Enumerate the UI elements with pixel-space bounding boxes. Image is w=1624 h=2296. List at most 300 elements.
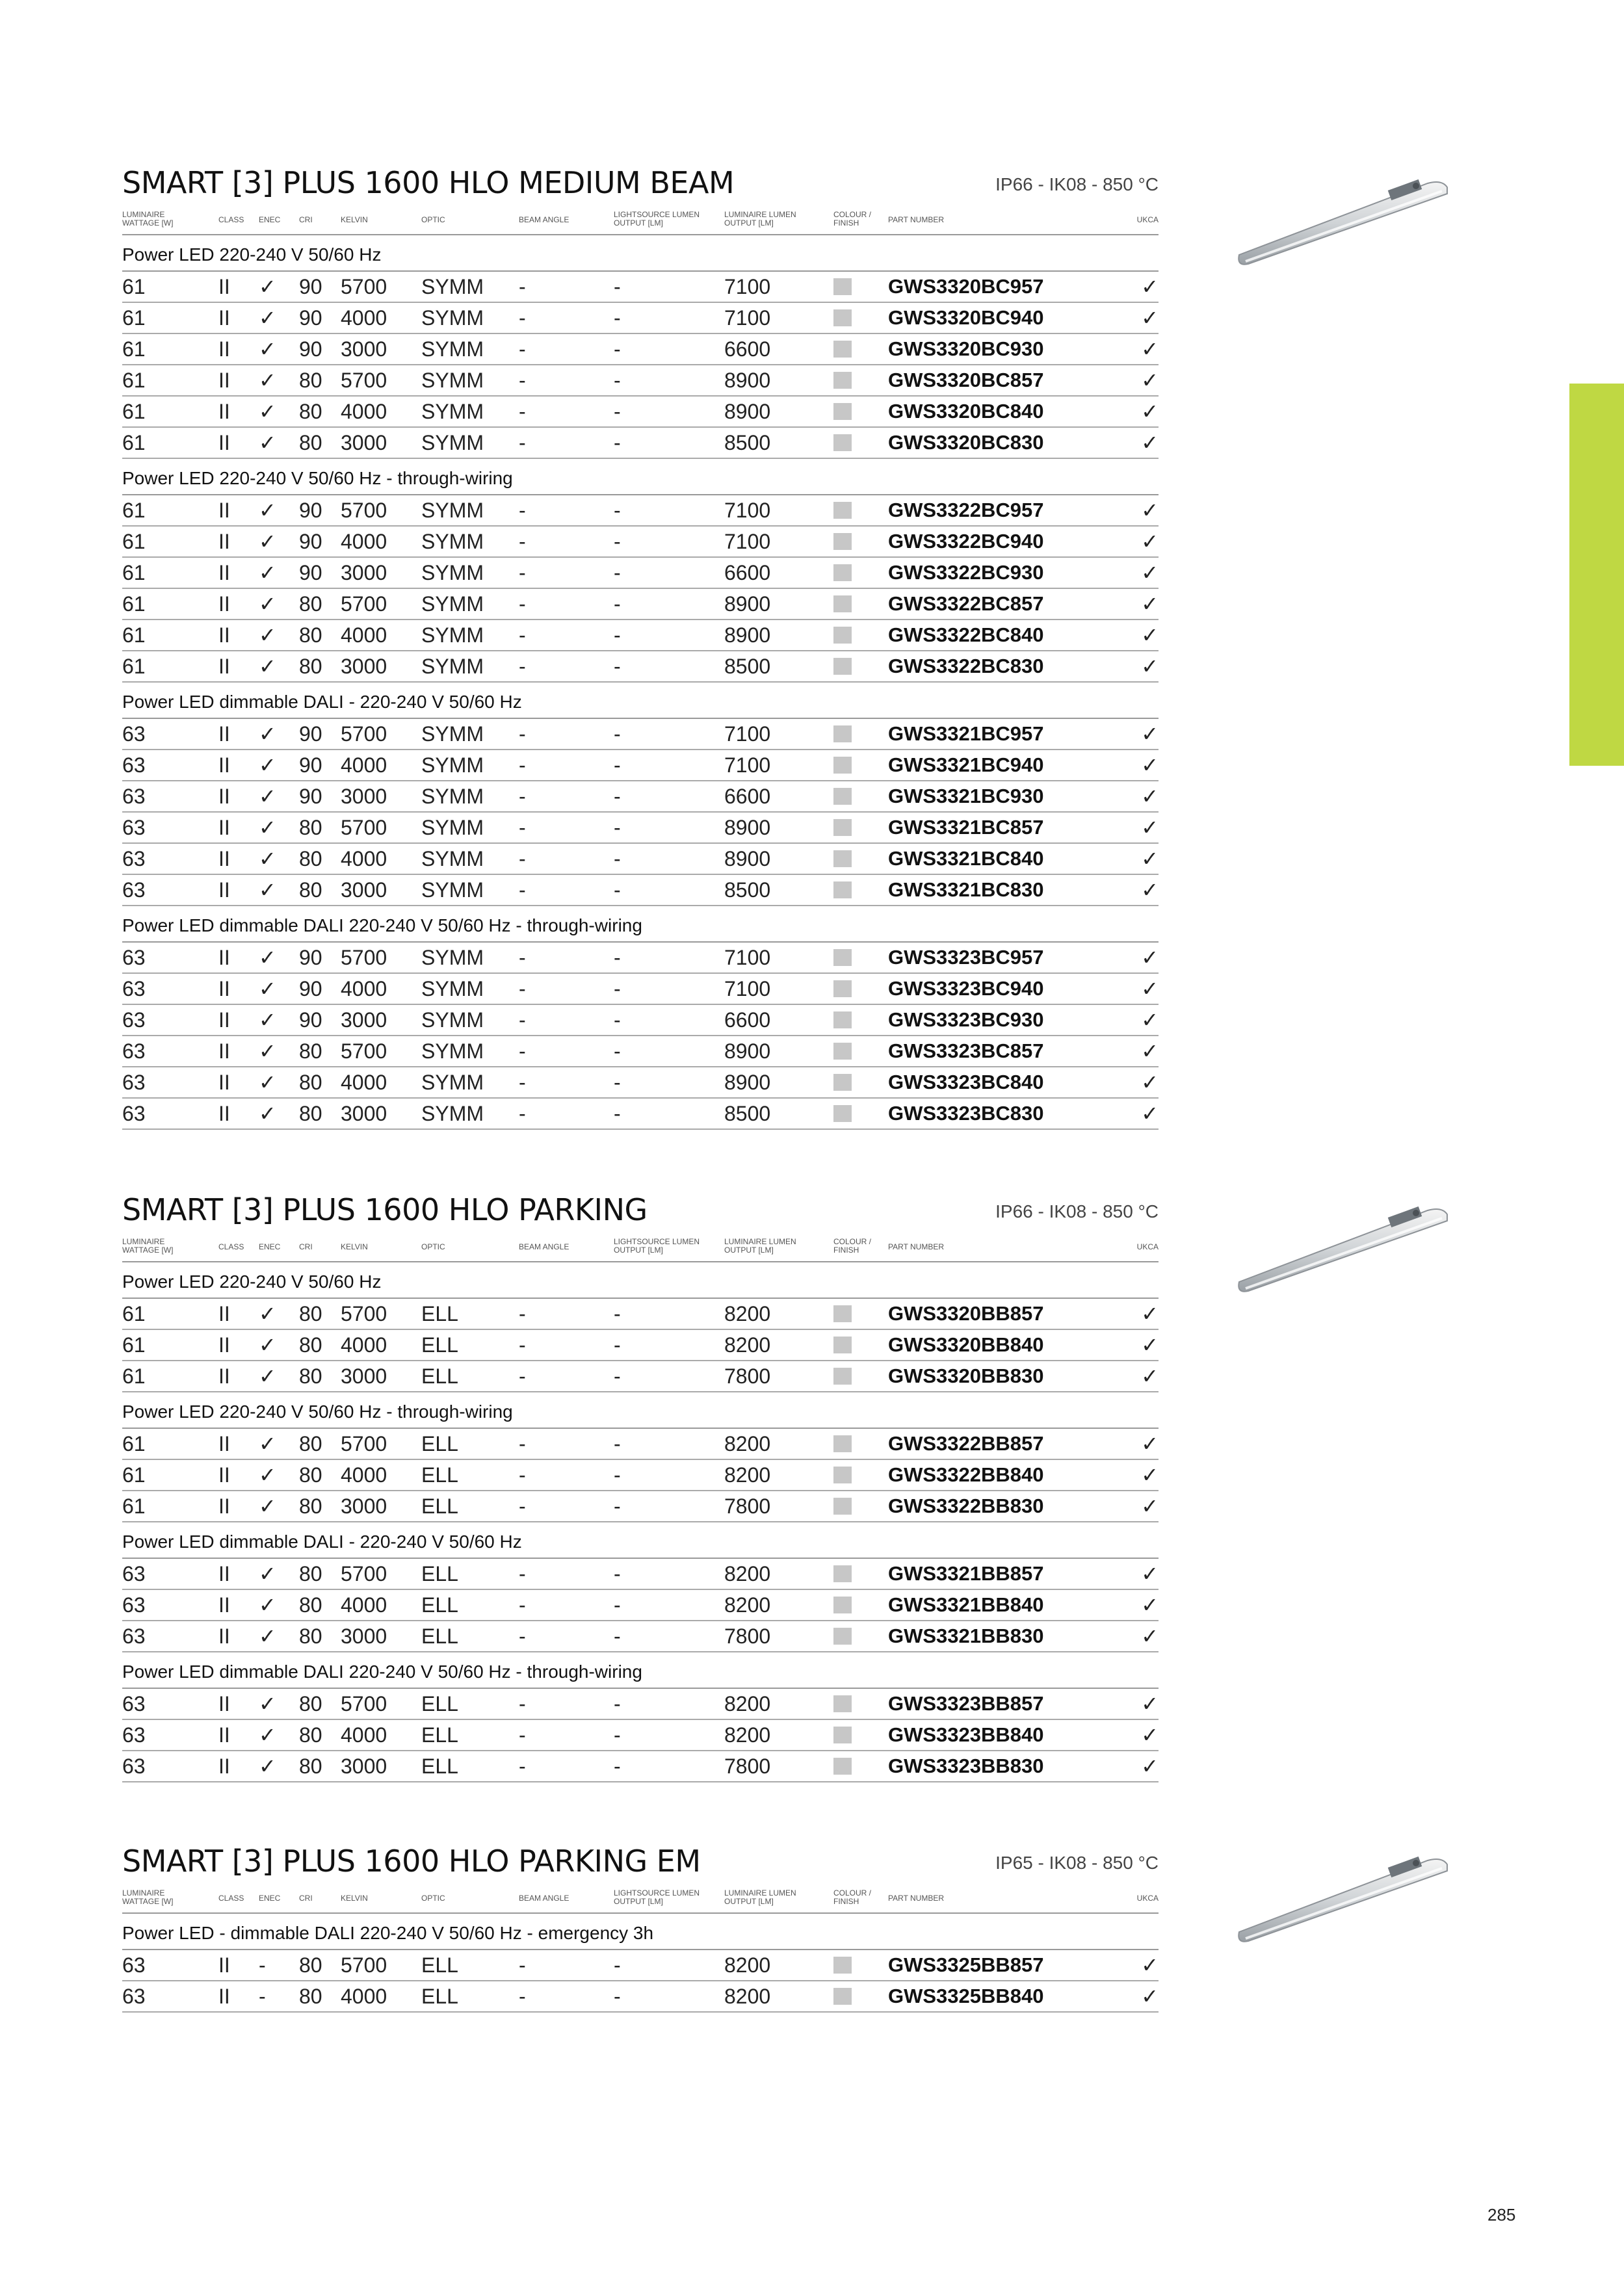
class-cell: II [218,337,230,361]
enec-cell: ✓ [259,530,276,553]
ukca-check-icon: ✓ [1141,655,1159,678]
col-ukca: UKCA [1136,1894,1159,1903]
part-number-cell: GWS3320BC930 [888,337,1044,360]
ukca-check-icon: ✓ [1141,592,1159,616]
kelvin-cell: 5700 [341,946,387,969]
enec-cell: ✓ [259,1364,276,1388]
col-lightsource-lumen: LIGHTSOURCE LUMEN OUTPUT [LM] [614,1888,700,1906]
luminaire-lumen-cell: 8200 [724,1593,771,1617]
colour-swatch [833,1467,852,1483]
cri-cell: 90 [299,753,322,777]
lightsource-lumen-cell: - [614,1039,621,1063]
cri-cell: 90 [299,499,322,522]
optic-cell: ELL [421,1463,458,1487]
beam-angle-cell: - [519,623,526,647]
col-part-number: PART NUMBER [888,1894,945,1903]
wattage-cell: 63 [122,1593,146,1617]
kelvin-cell: 5700 [341,1432,387,1455]
beam-angle-cell: - [519,1102,526,1125]
kelvin-cell: 3000 [341,878,387,902]
class-cell: II [218,1432,230,1455]
optic-cell: SYMM [421,561,484,584]
cri-cell: 80 [299,592,322,616]
kelvin-cell: 4000 [341,977,387,1000]
kelvin-cell: 3000 [341,785,387,808]
beam-angle-cell: - [519,561,526,584]
cri-cell: 80 [299,1562,322,1585]
beam-angle-cell: - [519,1039,526,1063]
cri-cell: 90 [299,337,322,361]
lightsource-lumen-cell: - [614,785,621,808]
cri-cell: 80 [299,1723,322,1747]
cri-cell: 80 [299,878,322,902]
class-cell: II [218,1302,230,1325]
group-title: Power LED dimmable DALI - 220-240 V 50/60 Hz [122,1522,1159,1559]
kelvin-cell: 5700 [341,1562,387,1585]
class-cell: II [218,306,230,330]
cri-cell: 80 [299,1494,322,1518]
part-number-cell: GWS3321BC857 [888,816,1044,839]
ukca-check-icon: ✓ [1141,878,1159,902]
colour-swatch [833,1727,852,1743]
cri-cell: 90 [299,946,322,969]
beam-angle-cell: - [519,1985,526,2008]
lightsource-lumen-cell: - [614,337,621,361]
part-number-cell: GWS3320BC940 [888,306,1044,329]
cri-cell: 90 [299,275,322,298]
cri-cell: 90 [299,1008,322,1032]
group-title: Power LED 220-240 V 50/60 Hz - through-wiring [122,459,1159,495]
table-row [122,1460,1159,1491]
col-wattage: LUMINAIRE WATTAGE [W] [122,210,174,228]
col-luminaire-lumen: LUMINAIRE LUMEN OUTPUT [LM] [724,1237,796,1255]
colour-swatch [833,1337,852,1353]
beam-angle-cell: - [519,785,526,808]
kelvin-cell: 5700 [341,722,387,746]
class-cell: II [218,878,230,902]
kelvin-cell: 3000 [341,337,387,361]
beam-angle-cell: - [519,1755,526,1778]
cri-cell: 80 [299,1953,322,1977]
colour-swatch [833,278,852,295]
col-beam-angle: BEAM ANGLE [519,215,570,224]
colour-swatch [833,533,852,550]
ukca-check-icon: ✓ [1141,275,1159,298]
ukca-check-icon: ✓ [1141,337,1159,361]
wattage-cell: 63 [122,1755,146,1778]
table-row [122,974,1159,1005]
luminaire-lumen-cell: 8900 [724,816,771,839]
luminaire-lumen-cell: 8500 [724,878,771,902]
chapter-tab [1569,384,1624,766]
luminaire-lumen-cell: 8200 [724,1562,771,1585]
lightsource-lumen-cell: - [614,592,621,616]
col-colour-finish: COLOUR / FINISH [833,1237,872,1255]
wattage-cell: 63 [122,816,146,839]
kelvin-cell: 4000 [341,1593,387,1617]
wattage-cell: 63 [122,1071,146,1094]
ukca-check-icon: ✓ [1141,1985,1159,2008]
ukca-check-icon: ✓ [1141,1593,1159,1617]
class-cell: II [218,1723,230,1747]
wattage-cell: 61 [122,1494,146,1518]
class-cell: II [218,530,230,553]
ukca-check-icon: ✓ [1141,1364,1159,1388]
optic-cell: ELL [421,1755,458,1778]
group-title: Power LED dimmable DALI - 220-240 V 50/60 Hz [122,683,1159,719]
wattage-cell: 61 [122,306,146,330]
cri-cell: 80 [299,816,322,839]
cri-cell: 80 [299,623,322,647]
enec-cell: ✓ [259,1102,276,1125]
lightsource-lumen-cell: - [614,1333,621,1357]
colour-swatch [833,1105,852,1122]
enec-cell: ✓ [259,400,276,423]
luminaire-product-image [1233,1199,1454,1296]
table-row [122,813,1159,844]
class-cell: II [218,1692,230,1715]
col-luminaire-lumen: LUMINAIRE LUMEN OUTPUT [LM] [724,1888,796,1906]
part-number-cell: GWS3323BC940 [888,977,1044,1000]
column-header [122,208,1159,235]
table-row [122,1036,1159,1067]
column-header [122,1235,1159,1262]
optic-cell: ELL [421,1364,458,1388]
beam-angle-cell: - [519,946,526,969]
lightsource-lumen-cell: - [614,369,621,392]
col-cri: CRI [299,1242,313,1251]
enec-cell: ✓ [259,946,276,969]
ukca-check-icon: ✓ [1141,1302,1159,1325]
lightsource-lumen-cell: - [614,431,621,454]
col-beam-angle: BEAM ANGLE [519,1242,570,1251]
colour-swatch [833,1597,852,1613]
wattage-cell: 61 [122,623,146,647]
part-number-cell: GWS3323BC957 [888,946,1044,969]
kelvin-cell: 4000 [341,400,387,423]
col-wattage: LUMINAIRE WATTAGE [W] [122,1237,174,1255]
optic-cell: SYMM [421,1102,484,1125]
part-number-cell: GWS3320BB830 [888,1364,1044,1387]
product-section [122,1844,1159,2032]
beam-angle-cell: - [519,1593,526,1617]
table-row [122,495,1159,527]
beam-angle-cell: - [519,1723,526,1747]
lightsource-lumen-cell: - [614,878,621,902]
luminaire-lumen-cell: 8500 [724,655,771,678]
beam-angle-cell: - [519,1562,526,1585]
beam-angle-cell: - [519,337,526,361]
table-row [122,1491,1159,1522]
optic-cell: SYMM [421,306,484,330]
class-cell: II [218,1953,230,1977]
class-cell: II [218,1624,230,1648]
cri-cell: 90 [299,561,322,584]
section-title: SMART [3] PLUS 1600 HLO MEDIUM BEAM [122,165,735,200]
colour-swatch [833,1957,852,1974]
lightsource-lumen-cell: - [614,1008,621,1032]
wattage-cell: 63 [122,722,146,746]
kelvin-cell: 3000 [341,1755,387,1778]
part-number-cell: GWS3323BC857 [888,1039,1044,1062]
beam-angle-cell: - [519,753,526,777]
colour-swatch [833,502,852,519]
col-colour-finish: COLOUR / FINISH [833,210,872,228]
table-row [122,781,1159,813]
table-row [122,527,1159,558]
beam-angle-cell: - [519,847,526,870]
optic-cell: SYMM [421,753,484,777]
ukca-check-icon: ✓ [1141,1624,1159,1648]
beam-angle-cell: - [519,1071,526,1094]
luminaire-lumen-cell: 6600 [724,337,771,361]
lightsource-lumen-cell: - [614,275,621,298]
part-number-cell: GWS3325BB857 [888,1953,1044,1976]
cri-cell: 80 [299,847,322,870]
optic-cell: SYMM [421,431,484,454]
kelvin-cell: 3000 [341,655,387,678]
wattage-cell: 63 [122,785,146,808]
enec-cell: ✓ [259,499,276,522]
class-cell: II [218,785,230,808]
kelvin-cell: 3000 [341,1624,387,1648]
lightsource-lumen-cell: - [614,1494,621,1518]
colour-swatch [833,1043,852,1060]
luminaire-lumen-cell: 7100 [724,275,771,298]
page-number: 285 [1487,2205,1516,2224]
col-ukca: UKCA [1136,215,1159,224]
optic-cell: ELL [421,1302,458,1325]
wattage-cell: 63 [122,1102,146,1125]
col-beam-angle: BEAM ANGLE [519,1894,570,1903]
lightsource-lumen-cell: - [614,1723,621,1747]
wattage-cell: 61 [122,561,146,584]
col-enec: ENEC [259,1242,281,1251]
enec-cell: ✓ [259,1333,276,1357]
kelvin-cell: 4000 [341,1333,387,1357]
enec-cell: ✓ [259,1071,276,1094]
table-row [122,303,1159,334]
lightsource-lumen-cell: - [614,1692,621,1715]
col-optic: OPTIC [421,1894,445,1903]
ukca-check-icon: ✓ [1141,1333,1159,1357]
lightsource-lumen-cell: - [614,1755,621,1778]
wattage-cell: 61 [122,337,146,361]
lightsource-lumen-cell: - [614,977,621,1000]
colour-swatch [833,1498,852,1515]
enec-cell: ✓ [259,337,276,361]
lightsource-lumen-cell: - [614,847,621,870]
col-luminaire-lumen: LUMINAIRE LUMEN OUTPUT [LM] [724,210,796,228]
colour-swatch [833,1435,852,1452]
col-kelvin: KELVIN [341,215,368,224]
table-row [122,1067,1159,1099]
enec-cell: ✓ [259,1723,276,1747]
beam-angle-cell: - [519,1008,526,1032]
optic-cell: ELL [421,1723,458,1747]
class-cell: II [218,1985,230,2008]
kelvin-cell: 4000 [341,1985,387,2008]
col-part-number: PART NUMBER [888,215,945,224]
beam-angle-cell: - [519,530,526,553]
col-enec: ENEC [259,215,281,224]
wattage-cell: 61 [122,499,146,522]
group-title: Power LED 220-240 V 50/60 Hz - through-wiring [122,1392,1159,1429]
lightsource-lumen-cell: - [614,1302,621,1325]
luminaire-lumen-cell: 7100 [724,753,771,777]
enec-cell: ✓ [259,306,276,330]
enec-cell: ✓ [259,1432,276,1455]
enec-cell: ✓ [259,623,276,647]
beam-angle-cell: - [519,400,526,423]
col-class: CLASS [218,215,244,224]
lightsource-lumen-cell: - [614,722,621,746]
wattage-cell: 63 [122,1008,146,1032]
optic-cell: SYMM [421,337,484,361]
table-row [122,1950,1159,1981]
wattage-cell: 61 [122,1333,146,1357]
table-row [122,1621,1159,1652]
enec-cell: ✓ [259,753,276,777]
colour-swatch [833,819,852,836]
ukca-check-icon: ✓ [1141,722,1159,746]
part-number-cell: GWS3320BB840 [888,1333,1044,1356]
wattage-cell: 63 [122,1562,146,1585]
ukca-check-icon: ✓ [1141,816,1159,839]
optic-cell: SYMM [421,499,484,522]
cri-cell: 80 [299,1364,322,1388]
wattage-cell: 61 [122,1432,146,1455]
part-number-cell: GWS3322BC940 [888,530,1044,553]
part-number-cell: GWS3323BC930 [888,1008,1044,1031]
beam-angle-cell: - [519,977,526,1000]
group-list [122,1914,1159,2013]
part-number-cell: GWS3322BB840 [888,1463,1044,1486]
table-row [122,558,1159,589]
lightsource-lumen-cell: - [614,1432,621,1455]
enec-cell: ✓ [259,785,276,808]
col-optic: OPTIC [421,1242,445,1251]
col-kelvin: KELVIN [341,1894,368,1903]
luminaire-lumen-cell: 6600 [724,1008,771,1032]
part-number-cell: GWS3323BB840 [888,1723,1044,1746]
luminaire-lumen-cell: 8900 [724,592,771,616]
ukca-check-icon: ✓ [1141,1494,1159,1518]
luminaire-lumen-cell: 7800 [724,1494,771,1518]
group-title: Power LED dimmable DALI 220-240 V 50/60 Hz - through-wiring [122,906,1159,943]
optic-cell: SYMM [421,722,484,746]
part-number-cell: GWS3325BB840 [888,1985,1044,2007]
class-cell: II [218,816,230,839]
ukca-check-icon: ✓ [1141,431,1159,454]
beam-angle-cell: - [519,878,526,902]
beam-angle-cell: - [519,275,526,298]
lightsource-lumen-cell: - [614,561,621,584]
enec-cell: ✓ [259,1302,276,1325]
class-cell: II [218,592,230,616]
class-cell: II [218,1071,230,1094]
table-row [122,365,1159,397]
enec-cell: ✓ [259,561,276,584]
lightsource-lumen-cell: - [614,1562,621,1585]
part-number-cell: GWS3321BC830 [888,878,1044,901]
col-wattage: LUMINAIRE WATTAGE [W] [122,1888,174,1906]
wattage-cell: 61 [122,530,146,553]
class-cell: II [218,1494,230,1518]
product-section [122,1192,1159,1803]
class-cell: II [218,753,230,777]
table-row [122,1981,1159,2013]
part-number-cell: GWS3320BC957 [888,275,1044,298]
col-lightsource-lumen: LIGHTSOURCE LUMEN OUTPUT [LM] [614,1237,700,1255]
beam-angle-cell: - [519,592,526,616]
part-number-cell: GWS3322BC840 [888,623,1044,646]
colour-swatch [833,341,852,358]
kelvin-cell: 5700 [341,1302,387,1325]
optic-cell: SYMM [421,369,484,392]
part-number-cell: GWS3323BC830 [888,1102,1044,1125]
enec-cell: ✓ [259,1562,276,1585]
beam-angle-cell: - [519,1432,526,1455]
ukca-check-icon: ✓ [1141,946,1159,969]
ukca-check-icon: ✓ [1141,499,1159,522]
part-number-cell: GWS3321BB840 [888,1593,1044,1616]
optic-cell: SYMM [421,1039,484,1063]
luminaire-lumen-cell: 8900 [724,1071,771,1094]
luminaire-lumen-cell: 7100 [724,499,771,522]
group-list [122,235,1159,1130]
colour-swatch [833,309,852,326]
ukca-check-icon: ✓ [1141,785,1159,808]
part-number-cell: GWS3323BB830 [888,1755,1044,1777]
optic-cell: SYMM [421,977,484,1000]
optic-cell: SYMM [421,655,484,678]
luminaire-lumen-cell: 7100 [724,946,771,969]
kelvin-cell: 5700 [341,275,387,298]
part-number-cell: GWS3320BC840 [888,400,1044,423]
ukca-check-icon: ✓ [1141,977,1159,1000]
kelvin-cell: 4000 [341,847,387,870]
part-number-cell: GWS3322BC830 [888,655,1044,677]
colour-swatch [833,1074,852,1091]
ukca-check-icon: ✓ [1141,1755,1159,1778]
ukca-check-icon: ✓ [1141,1463,1159,1487]
table-row [122,1720,1159,1751]
class-cell: II [218,847,230,870]
cri-cell: 80 [299,1302,322,1325]
optic-cell: SYMM [421,530,484,553]
table-row [122,943,1159,974]
optic-cell: ELL [421,1953,458,1977]
kelvin-cell: 3000 [341,1008,387,1032]
cri-cell: 80 [299,1071,322,1094]
table-row [122,651,1159,683]
col-class: CLASS [218,1894,244,1903]
lightsource-lumen-cell: - [614,753,621,777]
colour-swatch [833,1628,852,1645]
class-cell: II [218,400,230,423]
beam-angle-cell: - [519,499,526,522]
wattage-cell: 63 [122,878,146,902]
optic-cell: SYMM [421,946,484,969]
colour-swatch [833,627,852,644]
table-row [122,719,1159,750]
luminaire-lumen-cell: 8500 [724,431,771,454]
enec-cell: ✓ [259,1692,276,1715]
colour-swatch [833,434,852,451]
part-number-cell: GWS3322BB830 [888,1494,1044,1517]
colour-swatch [833,850,852,867]
